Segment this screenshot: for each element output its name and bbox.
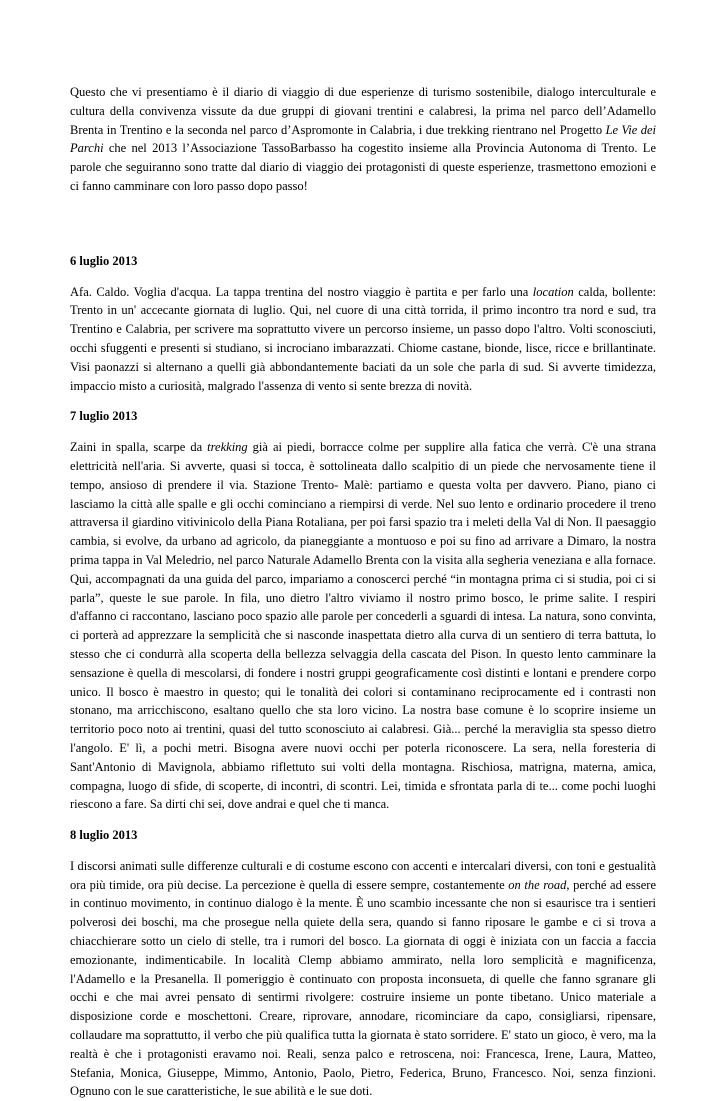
entry-text-start: Zaini in spalla, scarpe da xyxy=(70,440,208,455)
entry-body xyxy=(70,857,656,1101)
entry-date: 6 luglio 2013 xyxy=(70,253,138,268)
entry-text-start: Afa. Caldo. Voglia d'acqua. La tappa trentina del nostro viaggio è partita e per farlo una xyxy=(70,284,533,299)
entry-body xyxy=(70,283,656,396)
intro-text-end: che nel 2013 l’Associazione TassoBarbasso ha cogestito insieme alla Provincia Autonoma di Trento. Le parole che seguiranno sono tratte dal diario di viaggio dei protagonisti di queste esperienze, trasmettono emozioni e ci fanno camminare con loro passo dopo passo! xyxy=(70,141,656,193)
entry-text-start: I discorsi animati sulle differenze culturali e di costume escono con accenti e intercalari diversi, con toni e gestualità ora più timide, ora più decise. La percezione è quella di essere sempre, costantemente xyxy=(70,858,656,892)
entry-text-end: già ai piedi, borracce colme per supplire alla fatica che verrà. C'è una strana elettricità nell'aria. Si avverte, quasi si tocca, è sottolineata dallo scalpitio di un piede che nervosamente tiene il tempo, ansioso di prendere il via. Stazione Trento- Malè: partiamo e questa volta per davvero. Piano, piano ci lasciamo la città alle spalle e gli occhi cominciano a riempirsi di verde. Nel suo lento e ordinario procedere il treno attraversa il giardino vitivinicolo della Piana Rotaliana, per poi farsi spazio tra i meleti della Val di Non. Il paesaggio cambia, si evolve, da urbano ad agricolo, da pianeggiante a montuoso e poi su fino ad arrivare a Dimaro, la nostra prima tappa in Val Meledrio, nel parco Naturale Adamello Brenta con la visita alla segheria veneziana e alla fornace. Qui, accompagnati da una guida del parco, impariamo a conoscerci perché “in montagna prima ci si studia, poi ci si parla”, queste le sue parole. In fila, uno dietro l'altro viviamo il nostro primo bosco, le prime salite. I respiri d'affanno ci raccontano, lasciano poco spazio alle parole per concederli a sguardi di intesa. La natura, sono convinta, ci porterà ad apprezzare la semplicità che si nasconde inaspettata dietro alla curva di un sentiero di terra battuta, lo stesso che ci condurrà alla scoperta della bellezza selvaggia della cascata del Pison. In questo lento camminare la sensazione è quella di mescolarsi, di fondere i nostri gruppi geograficamente così distinti e lontani e prendere corpo unico. Il bosco è maestro in questo; qui le tonalità dei colori si contaminano reciprocamente ed i contrasti non stonano, ma arricchiscono, esaltano quello che sta loro vicino. La nostra base comune è lo scoprire insieme un territorio poco noto ai trentini, quasi del tutto sconosciuto ai calabresi. Già... perché la meraviglia sta spesso dietro l'angolo. E' lì, a pochi metri. Bisogna avere nuovi occhi per poterla riconoscere. La sera, nella foresteria di Sant'Antonio di Mavignola, abbiamo riflettuto sui volti della montagna. Rischiosa, matrigna, materna, amica, compagna, luogo di sfide, di scoperte, di incontri, di scontri. Lei, timida e sfrontata parla di te... come pochi luoghi riescono a fare. Sa dirti chi sei, dove andrai e quel che ti manca. xyxy=(70,440,657,812)
entry-italic-term: location xyxy=(532,284,574,299)
entry-body xyxy=(70,438,656,814)
entry-italic-term: on the road xyxy=(508,877,567,892)
project-name: Le Vie dei Parchi xyxy=(70,122,656,156)
entry-date: 7 luglio 2013 xyxy=(70,409,138,424)
document-page xyxy=(70,83,656,1101)
entry-text-end: calda, bollente: Trento in un' accecante giornata di luglio. Qui, nel cuore di una città torrida, il primo incontro tra nord e sud, tra Trentino e Calabria, per scrivere ma soprattutto vivere un percorso insieme, un passo dopo l'altro. Volti sconosciuti, occhi sfuggenti e presenti si studiano, si incrociano imbarazzati. Chiome castane, bionde, lisce, ricce e brillantinate. Visi paonazzi si alternano a quelli già abbondantemente baciati da un sole che parla di sud. Si avverte timidezza, impaccio misto a curiosità, malgrado l'assenza di vento si sente brezza di novità. xyxy=(70,284,656,393)
entry-italic-term: trekking xyxy=(207,440,248,455)
intro-paragraph xyxy=(70,83,656,196)
entry-date: 8 luglio 2013 xyxy=(70,828,138,843)
intro-text-start: Questo che vi presentiamo è il diario di viaggio di due esperienze di turismo sostenibile, dialogo interculturale e cultura della convivenza vissute da due gruppi di giovani trentini e calabresi, la prima nel parco dell’Adamello Brenta in Trentino e la seconda nel parco d’Aspromonte in Calabria, i due trekking rientrano nel Progetto xyxy=(70,85,656,137)
entry-text-end: , perché ad essere in continuo movimento, in continuo dialogo è la mente. È uno scambio incessante che non si esaurisce tra i sentieri polverosi dei boschi, ma che prosegue nella quiete della sera, quando si fanno riposare le gambe e ci si trova a chiacchierare sotto un cielo di stelle, tra i rumori del bosco. La giornata di oggi è iniziata con un faccia a faccia emozionante, indimenticabile. In località Clemp abbiamo ammirato, nella loro semplicità e magnificenza, l'Adamello e la Presanella. Il pomeriggio è continuato con proposta inconsueta, di quelle che fanno sgranare gli occhi e che mai avrei pensato di sentirmi rivolgere: costruire insieme un ponte tibetano. Unico materiale a disposizione corde e moschettoni. Creare, riprovare, annodare, ricominciare da capo, consigliarsi, ripensare, collaudare ma soprattutto, il verbo che più qualifica tutta la giornata è stato sorridere. E' stato un gioco, è vero, ma la realtà è che i protagonisti eravamo noi. Reali, senza palco e retroscena, noi: Francesca, Irene, Laura, Matteo, Stefania, Monica, Giuseppe, Mimmo, Antonio, Paolo, Pietro, Federica, Bruno, Francesco. Noi, senza finzioni. Ognuno con le sue caratteristiche, le sue abilità e le sue doti. xyxy=(70,877,656,1099)
